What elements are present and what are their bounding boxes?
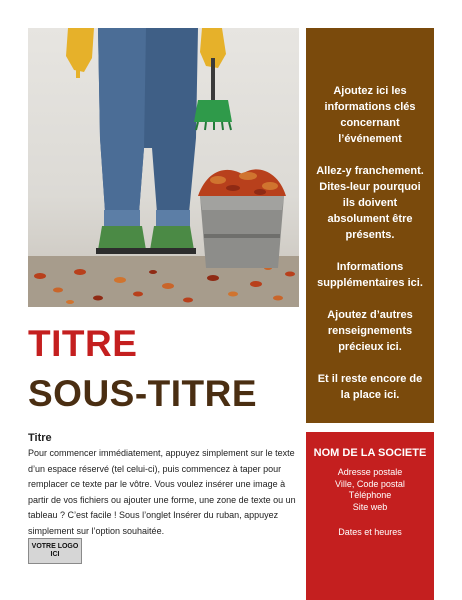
body-heading[interactable]: Titre [28,432,52,444]
flyer-subtitle[interactable]: SOUS-TITRE [28,373,258,414]
city-postal-code[interactable]: Ville, Code postal [335,478,405,489]
event-info-block-1[interactable]: Ajoutez ici les informations clés concernant l’événement [324,85,416,145]
company-name[interactable]: NOM DE LA SOCIETE [313,447,427,459]
postal-address[interactable]: Adresse postale [337,467,403,477]
event-info-panel [306,28,434,423]
event-info-block-5[interactable]: Et il reste encore de la place ici. [317,373,423,401]
dates-and-times[interactable]: Dates et heures [338,527,402,537]
logo-placeholder[interactable]: VOTRE LOGO ICI [28,538,82,564]
gardener-photo [28,28,299,307]
event-info-block-3[interactable]: Informations supplémentaires ici. [317,261,423,289]
flyer-title[interactable]: TITRE [28,323,138,364]
gardener-illustration [28,28,299,307]
event-info-block-2[interactable]: Allez-y franchement. Dites-leur pourquoi ils doivent absolument être présents. [316,165,424,241]
phone-number[interactable]: Téléphone [348,490,392,500]
company-contact-panel [306,432,434,600]
event-info-block-4[interactable]: Ajoutez d’autres renseignements précieux ici. [327,309,413,353]
website[interactable]: Site web [352,501,388,512]
body-text[interactable]: Pour commencer immédiatement, appuyez simplement sur le texte d’un espace réservé (tel celui-ci), puis commencez à taper pour remplacer ce texte par le vôtre. Vous voulez insérer une image à partir de vos fichiers ou ajouter une forme, une zone de texte ou un tableau ? C’est facile ! Sous l’onglet Insérer du ruban, appuyez simplement sur l’option souhaitée. [28,448,296,536]
